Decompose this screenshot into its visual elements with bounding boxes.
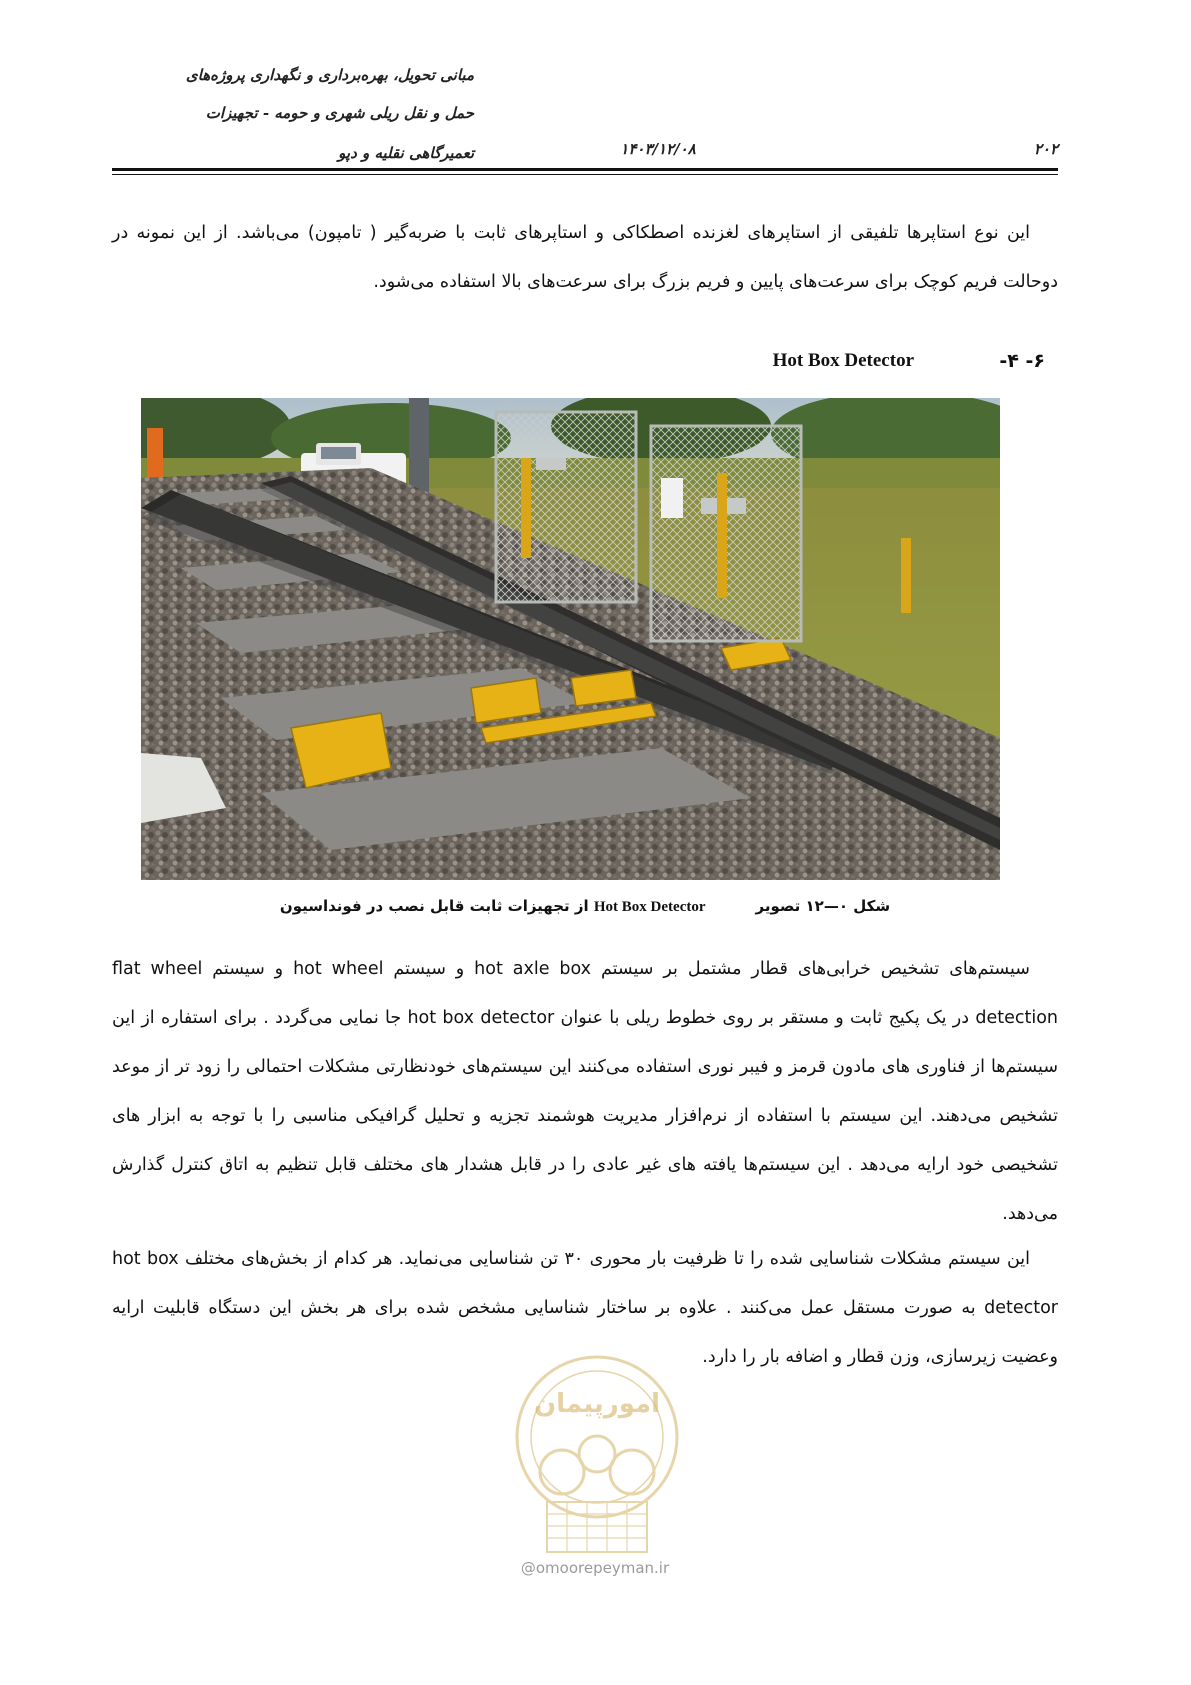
section-title: Hot Box Detector	[772, 350, 914, 371]
figure-caption	[112, 897, 1058, 916]
header-rule-thin	[112, 174, 1058, 175]
watermark-logo	[492, 1342, 702, 1557]
body-paragraph-2	[112, 945, 1058, 1239]
header-rule-thick	[112, 168, 1058, 171]
intro-paragraph-text: این نوع استاپرها تلفیقی از استاپرهای لغزنده اصطکاکی و استاپرهای ثابت با ضربه‌گیر ( تامپون) می‌باشد. از این نمونه در دوحالت فریم کوچک برای سرعت‌های پایین و فریم بزرگ برای سرعت‌های بالا استفاده می‌شود.	[112, 223, 1058, 292]
caption-label: شکل ۰—۱۲ تصویر	[755, 897, 891, 915]
page-number: ۲۰۲	[1033, 140, 1058, 158]
body-paragraph-2-text: سیستم‌های تشخیص خرابی‌های قطار مشتمل بر سیستم hot axle box و سیستم hot wheel و سیستم flat wheel detection در یک پکیج ثابت و مستقر بر روی خطوط ریلی با عنوان hot box detector جا نمایی می‌گردد . برای استفاره از این سیستم‌ها از فناوری های مادون قرمز و فیبر نوری استفاده می‌کنند این سیستم‌های خودنظارتی مشکلات احتمالی را زود تر از موعد تشخیص می‌دهند. این سیستم با استفاده از نرم‌افزار مدیریت هوشمند تجزیه و تحلیل گرافیکی مناسبی را با توجه به ابزار های تشخیصی خود ارایه می‌دهد . این سیستم‌ها یافته های غیر عادی را در قابل هشدار های مختلف قابل تنظیم به اتاق کنترل گذارش می‌دهد.	[112, 959, 1059, 1224]
section-number: ۶- ۴-	[999, 350, 1045, 372]
header-title-line3: تعمیرگاهی نقلیه و دپو	[338, 144, 474, 162]
header-title-line2: حمل و نقل ریلی شهری و حومه - تجهیزات	[205, 104, 474, 122]
intro-paragraph	[112, 209, 1058, 307]
header-date: ۱۴۰۳/۱۲/۰۸	[620, 140, 696, 158]
body-paragraph-3-text: این سیستم مشکلات شناسایی شده را تا ظرفیت بار محوری ۳۰ تن شناسایی می‌نماید. هر کدام از بخش‌های مختلف hot box detector به صورت مستقل عمل می‌کنند . علاوه بر ساختار شناسایی مشخص شده برای هر بخش این دستگاه قابلیت ارایه وعضیت زیرسازی، وزن قطار و اضافه بار را دارد.	[112, 1249, 1058, 1367]
caption-rest: از تجهیزات ثابت قابل نصب در فونداسیون	[279, 897, 589, 915]
caption-term: Hot Box Detector	[593, 899, 706, 915]
header-title-line1: مبانی تحویل، بهره‌برداری و نگهداری پروژه‌های	[185, 66, 474, 84]
hot-box-detector-photo	[141, 398, 1000, 880]
watermark-url: @omoorepeyman.ir	[520, 1559, 670, 1577]
watermark-logo-text: امورپیمان	[533, 1389, 661, 1419]
